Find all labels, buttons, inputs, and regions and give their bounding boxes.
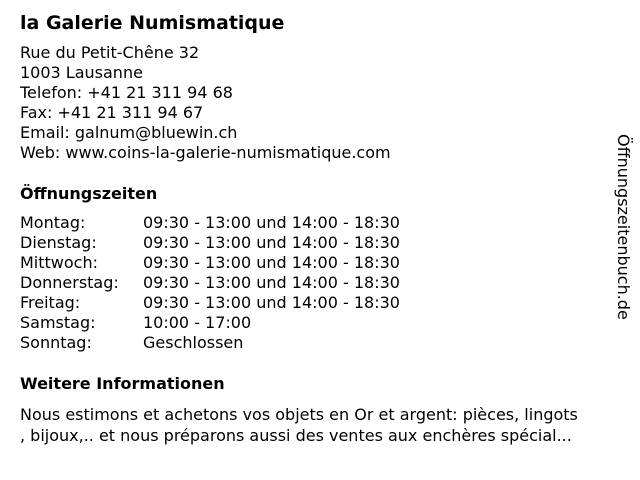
address-block <box>20 43 391 163</box>
time-range: 10:00 - 17:00 <box>143 313 252 332</box>
opening-hours-heading: Öffnungszeiten <box>20 184 158 203</box>
website: Web: www.coins-la-galerie-numismatique.com <box>20 143 391 162</box>
street-address: Rue du Petit-Chêne 32 <box>20 43 200 62</box>
time-range: Geschlossen <box>143 333 244 352</box>
city-postcode: 1003 Lausanne <box>20 63 143 82</box>
further-info-heading: Weitere Informationen <box>20 374 225 393</box>
hours-row-monday <box>20 213 460 233</box>
hours-row-wednesday <box>20 253 460 273</box>
vertical-site-label: Öffnungszeitenbuch.de <box>614 134 633 320</box>
further-info-text: Nous estimons et achetons vos objets en Or et argent: pièces, lingots , bijoux,.. et nous préparons aussi des ventes aux enchères spécial... <box>20 405 578 445</box>
day-label: Sonntag: <box>20 333 92 352</box>
hours-row-friday <box>20 293 460 313</box>
day-label: Montag: <box>20 213 86 232</box>
time-range: 09:30 - 13:00 und 14:00 - 18:30 <box>143 273 400 292</box>
email-address: Email: galnum@bluewin.ch <box>20 123 238 142</box>
business-name: la Galerie Numismatique <box>20 12 285 34</box>
day-label: Freitag: <box>20 293 81 312</box>
time-range: 09:30 - 13:00 und 14:00 - 18:30 <box>143 233 400 252</box>
day-label: Dienstag: <box>20 233 97 252</box>
time-range: 09:30 - 13:00 und 14:00 - 18:30 <box>143 293 400 312</box>
day-label: Samstag: <box>20 313 96 332</box>
fax-number: Fax: +41 21 311 94 67 <box>20 103 204 122</box>
hours-row-thursday <box>20 273 460 293</box>
day-label: Mittwoch: <box>20 253 98 272</box>
time-range: 09:30 - 13:00 und 14:00 - 18:30 <box>143 213 400 232</box>
hours-row-tuesday <box>20 233 460 253</box>
day-label: Donnerstag: <box>20 273 119 292</box>
hours-row-sunday <box>20 333 460 353</box>
hours-row-saturday <box>20 313 460 333</box>
opening-hours-table <box>20 213 460 353</box>
time-range: 09:30 - 13:00 und 14:00 - 18:30 <box>143 253 400 272</box>
phone-number: Telefon: +41 21 311 94 68 <box>20 83 233 102</box>
